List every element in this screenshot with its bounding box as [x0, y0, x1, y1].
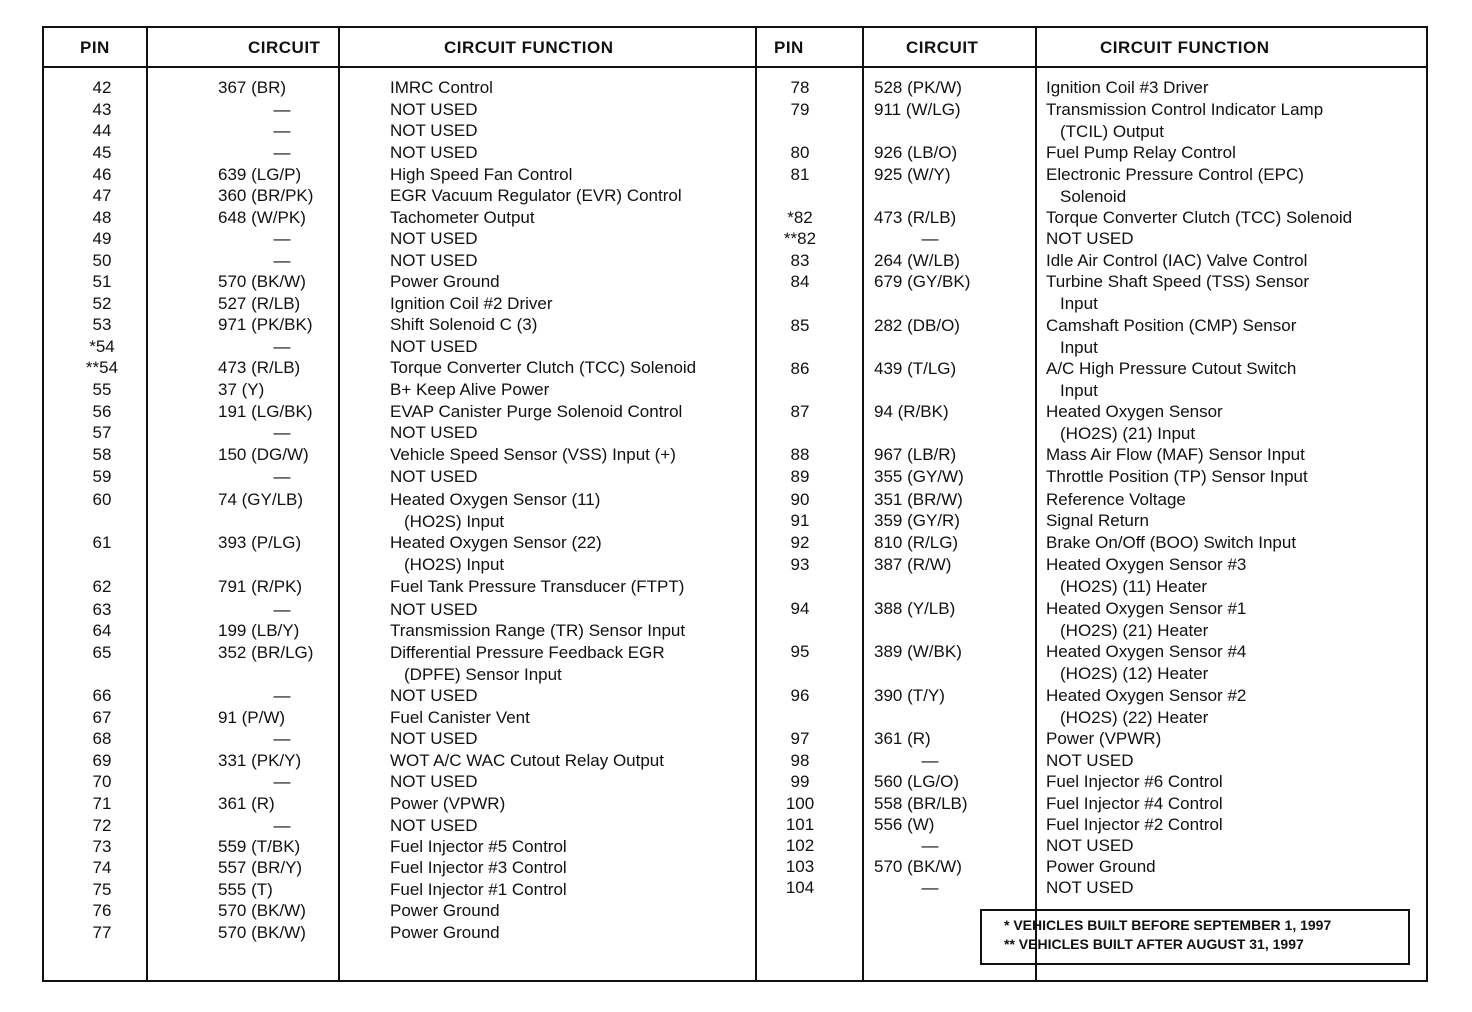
header-pin-left: PIN: [80, 38, 110, 57]
circuit-function: (HO2S) (12) Heater: [1060, 664, 1209, 683]
circuit-function: Differential Pressure Feedback EGR: [390, 643, 665, 662]
circuit-code: 351 (BR/W): [874, 490, 963, 509]
circuit-function: Heated Oxygen Sensor (22): [390, 533, 602, 552]
column-divider: [1035, 26, 1037, 982]
circuit-function: Fuel Injector #3 Control: [390, 858, 567, 877]
pin-number: 60: [92, 490, 112, 509]
circuit-function: Torque Converter Clutch (TCC) Solenoid: [1046, 208, 1353, 227]
pin-number: 99: [790, 772, 810, 791]
circuit-function: (HO2S) Input: [404, 512, 505, 531]
circuit-code: 361 (R): [874, 729, 931, 748]
circuit-code: 791 (R/PK): [218, 577, 303, 596]
pin-number: 92: [790, 533, 810, 552]
pin-number: 67: [92, 708, 112, 727]
pin-number: 87: [790, 402, 810, 421]
circuit-code: 360 (BR/PK): [218, 186, 314, 205]
circuit-function: Solenoid: [1060, 187, 1127, 206]
circuit-code: 570 (BK/W): [874, 857, 962, 876]
pin-number: 83: [790, 251, 810, 270]
header-circuit-left: CIRCUIT: [248, 38, 321, 57]
pin-number: 62: [92, 577, 112, 596]
circuit-code: —: [273, 772, 291, 791]
circuit-function: (HO2S) Input: [404, 555, 505, 574]
circuit-code: —: [273, 229, 291, 248]
circuit-code: —: [273, 686, 291, 705]
header-function-right: CIRCUIT FUNCTION: [1100, 38, 1270, 57]
circuit-code: 359 (GY/R): [874, 511, 960, 530]
pin-number: 64: [92, 621, 112, 640]
pin-number: 43: [92, 100, 112, 119]
column-divider: [862, 26, 864, 982]
circuit-code: —: [273, 337, 291, 356]
pin-number: 53: [92, 315, 112, 334]
pin-number: *82: [787, 208, 813, 227]
pin-number: 65: [92, 643, 112, 662]
circuit-code: —: [273, 121, 291, 140]
circuit-function: High Speed Fan Control: [390, 165, 573, 184]
circuit-function: NOT USED: [390, 729, 478, 748]
circuit-function: Turbine Shaft Speed (TSS) Sensor: [1046, 272, 1310, 291]
circuit-code: 810 (R/LG): [874, 533, 959, 552]
circuit-function: Tachometer Output: [390, 208, 535, 227]
circuit-function: Fuel Injector #1 Control: [390, 880, 567, 899]
circuit-code: 558 (BR/LB): [874, 794, 968, 813]
circuit-code: 639 (LG/P): [218, 165, 302, 184]
pin-number: 88: [790, 445, 810, 464]
pin-number: 96: [790, 686, 810, 705]
pin-number: 80: [790, 143, 810, 162]
circuit-code: 559 (T/BK): [218, 837, 301, 856]
circuit-function: (DPFE) Sensor Input: [404, 665, 562, 684]
footnote-box: [980, 909, 1410, 965]
circuit-function: NOT USED: [390, 686, 478, 705]
circuit-function: Heated Oxygen Sensor #1: [1046, 599, 1247, 618]
pin-number: 94: [790, 599, 810, 618]
pin-number: 45: [92, 143, 112, 162]
pin-number: 102: [785, 836, 815, 855]
pin-number: 46: [92, 165, 112, 184]
circuit-function: Transmission Range (TR) Sensor Input: [390, 621, 686, 640]
circuit-function: Idle Air Control (IAC) Valve Control: [1046, 251, 1308, 270]
pin-number: 71: [92, 794, 112, 813]
circuit-code: 967 (LB/R): [874, 445, 957, 464]
pin-number: 89: [790, 467, 810, 486]
circuit-function: Fuel Injector #6 Control: [1046, 772, 1223, 791]
circuit-code: —: [273, 467, 291, 486]
circuit-code: —: [273, 251, 291, 270]
pin-number: *54: [89, 337, 115, 356]
circuit-code: —: [273, 600, 291, 619]
circuit-function: Ignition Coil #3 Driver: [1046, 78, 1209, 97]
circuit-function: Signal Return: [1046, 511, 1150, 530]
circuit-function: Fuel Injector #4 Control: [1046, 794, 1223, 813]
pin-number: 52: [92, 294, 112, 313]
circuit-code: 389 (W/BK): [874, 642, 962, 661]
circuit-function: Input: [1060, 381, 1098, 400]
circuit-function: (HO2S) (21) Input: [1060, 424, 1196, 443]
header-pin-right: PIN: [774, 38, 804, 57]
circuit-code: 648 (W/PK): [218, 208, 306, 227]
circuit-code: 390 (T/Y): [874, 686, 945, 705]
circuit-function: NOT USED: [390, 423, 478, 442]
circuit-code: 971 (PK/BK): [218, 315, 313, 334]
pin-number: 47: [92, 186, 112, 205]
pin-number: 63: [92, 600, 112, 619]
circuit-code: —: [921, 751, 939, 770]
circuit-code: 911 (W/LG): [874, 100, 961, 119]
pin-number: 58: [92, 445, 112, 464]
circuit-function: Power Ground: [1046, 857, 1156, 876]
pin-number: **82: [783, 229, 817, 248]
circuit-code: 528 (PK/W): [874, 78, 962, 97]
pin-number: 66: [92, 686, 112, 705]
circuit-function: NOT USED: [390, 143, 478, 162]
circuit-function: Power (VPWR): [390, 794, 506, 813]
circuit-code: 352 (BR/LG): [218, 643, 314, 662]
circuit-code: 560 (LG/O): [874, 772, 960, 791]
circuit-code: 150 (DG/W): [218, 445, 309, 464]
circuit-code: 557 (BR/Y): [218, 858, 303, 877]
pin-number: 61: [92, 533, 112, 552]
circuit-function: (HO2S) (22) Heater: [1060, 708, 1209, 727]
pin-number: 74: [92, 858, 112, 877]
circuit-function: Heated Oxygen Sensor #3: [1046, 555, 1247, 574]
circuit-function: IMRC Control: [390, 78, 493, 97]
circuit-code: 94 (R/BK): [874, 402, 949, 421]
footnote-after: ** VEHICLES BUILT AFTER AUGUST 31, 1997: [1004, 936, 1304, 952]
circuit-function: Camshaft Position (CMP) Sensor: [1046, 316, 1297, 335]
circuit-function: Power Ground: [390, 923, 500, 942]
circuit-code: 555 (T): [218, 880, 273, 899]
circuit-function: Mass Air Flow (MAF) Sensor Input: [1046, 445, 1305, 464]
circuit-code: —: [273, 100, 291, 119]
pin-number: 75: [92, 880, 112, 899]
header-divider: [42, 66, 1428, 68]
circuit-function: Torque Converter Clutch (TCC) Solenoid: [390, 358, 697, 377]
circuit-code: 393 (P/LG): [218, 533, 302, 552]
circuit-function: Reference Voltage: [1046, 490, 1186, 509]
circuit-function: NOT USED: [390, 121, 478, 140]
pin-number: 73: [92, 837, 112, 856]
pin-number: 77: [92, 923, 112, 942]
circuit-function: NOT USED: [1046, 836, 1134, 855]
circuit-code: 388 (Y/LB): [874, 599, 956, 618]
circuit-function: NOT USED: [390, 816, 478, 835]
circuit-function: NOT USED: [390, 100, 478, 119]
circuit-function: A/C High Pressure Cutout Switch: [1046, 359, 1297, 378]
pin-number: 97: [790, 729, 810, 748]
circuit-function: Input: [1060, 338, 1098, 357]
circuit-function: B+ Keep Alive Power: [390, 380, 550, 399]
circuit-code: 570 (BK/W): [218, 272, 306, 291]
circuit-function: NOT USED: [390, 600, 478, 619]
pin-number: 55: [92, 380, 112, 399]
pin-number: 42: [92, 78, 112, 97]
circuit-code: 925 (W/Y): [874, 165, 951, 184]
circuit-function: NOT USED: [1046, 751, 1134, 770]
pin-number: 48: [92, 208, 112, 227]
circuit-function: Vehicle Speed Sensor (VSS) Input (+): [390, 445, 676, 464]
circuit-function: Power Ground: [390, 901, 500, 920]
circuit-code: 473 (R/LB): [874, 208, 957, 227]
column-divider: [755, 26, 757, 982]
circuit-code: 331 (PK/Y): [218, 751, 302, 770]
circuit-function: Heated Oxygen Sensor: [1046, 402, 1223, 421]
circuit-code: 74 (GY/LB): [218, 490, 304, 509]
pin-number: 79: [790, 100, 810, 119]
pin-number: 49: [92, 229, 112, 248]
circuit-function: Fuel Pump Relay Control: [1046, 143, 1236, 162]
circuit-code: 556 (W): [874, 815, 935, 834]
pin-number: 93: [790, 555, 810, 574]
pin-number: **54: [85, 358, 119, 377]
circuit-function: Transmission Control Indicator Lamp: [1046, 100, 1324, 119]
circuit-function: WOT A/C WAC Cutout Relay Output: [390, 751, 664, 770]
circuit-function: Power (VPWR): [1046, 729, 1162, 748]
pin-number: 85: [790, 316, 810, 335]
circuit-code: —: [273, 423, 291, 442]
header-function-left: CIRCUIT FUNCTION: [444, 38, 614, 57]
pin-number: 68: [92, 729, 112, 748]
pin-number: 90: [790, 490, 810, 509]
circuit-code: —: [273, 816, 291, 835]
circuit-code: 679 (GY/BK): [874, 272, 971, 291]
pin-number: 51: [92, 272, 112, 291]
circuit-function: (HO2S) (11) Heater: [1060, 577, 1208, 596]
circuit-code: 282 (DB/O): [874, 316, 960, 335]
circuit-function: Throttle Position (TP) Sensor Input: [1046, 467, 1308, 486]
circuit-code: —: [921, 836, 939, 855]
pin-number: 56: [92, 402, 112, 421]
pin-number: 91: [790, 511, 810, 530]
circuit-function: Fuel Canister Vent: [390, 708, 530, 727]
pin-number: 76: [92, 901, 112, 920]
circuit-code: 199 (LB/Y): [218, 621, 300, 640]
circuit-function: NOT USED: [390, 229, 478, 248]
circuit-code: 570 (BK/W): [218, 923, 306, 942]
circuit-function: NOT USED: [1046, 878, 1134, 897]
circuit-function: NOT USED: [1046, 229, 1134, 248]
circuit-function: NOT USED: [390, 467, 478, 486]
circuit-function: Fuel Tank Pressure Transducer (FTPT): [390, 577, 685, 596]
circuit-code: —: [273, 729, 291, 748]
circuit-code: 527 (R/LB): [218, 294, 301, 313]
circuit-function: Fuel Injector #2 Control: [1046, 815, 1223, 834]
circuit-code: 387 (R/W): [874, 555, 952, 574]
circuit-code: 91 (P/W): [218, 708, 286, 727]
circuit-code: 191 (LG/BK): [218, 402, 313, 421]
pin-number: 81: [790, 165, 810, 184]
circuit-code: 926 (LB/O): [874, 143, 958, 162]
pin-number: 78: [790, 78, 810, 97]
circuit-function: (TCIL) Output: [1060, 122, 1164, 141]
circuit-code: 439 (T/LG): [874, 359, 957, 378]
circuit-code: 355 (GY/W): [874, 467, 964, 486]
circuit-function: EGR Vacuum Regulator (EVR) Control: [390, 186, 682, 205]
column-divider: [146, 26, 148, 982]
column-divider: [338, 26, 340, 982]
header-circuit-right: CIRCUIT: [906, 38, 979, 57]
pin-number: 59: [92, 467, 112, 486]
circuit-code: —: [921, 229, 939, 248]
circuit-code: 570 (BK/W): [218, 901, 306, 920]
circuit-function: Brake On/Off (BOO) Switch Input: [1046, 533, 1297, 552]
pin-number: 70: [92, 772, 112, 791]
circuit-code: 367 (BR): [218, 78, 287, 97]
pin-number: 57: [92, 423, 112, 442]
circuit-function: NOT USED: [390, 251, 478, 270]
circuit-function: Heated Oxygen Sensor #2: [1046, 686, 1247, 705]
circuit-code: 264 (W/LB): [874, 251, 960, 270]
circuit-code: —: [921, 878, 939, 897]
pin-number: 103: [785, 857, 815, 876]
pin-number: 69: [92, 751, 112, 770]
pin-number: 98: [790, 751, 810, 770]
pin-number: 100: [785, 794, 815, 813]
circuit-function: Power Ground: [390, 272, 500, 291]
circuit-function: NOT USED: [390, 337, 478, 356]
circuit-code: 361 (R): [218, 794, 275, 813]
pin-number: 104: [785, 878, 815, 897]
pin-number: 101: [785, 815, 815, 834]
pin-number: 84: [790, 272, 810, 291]
circuit-function: (HO2S) (21) Heater: [1060, 621, 1209, 640]
circuit-function: NOT USED: [390, 772, 478, 791]
circuit-code: 37 (Y): [218, 380, 265, 399]
circuit-function: Ignition Coil #2 Driver: [390, 294, 553, 313]
circuit-code: 473 (R/LB): [218, 358, 301, 377]
footnote-before: * VEHICLES BUILT BEFORE SEPTEMBER 1, 1997: [1004, 917, 1332, 933]
circuit-function: EVAP Canister Purge Solenoid Control: [390, 402, 683, 421]
pin-number: 86: [790, 359, 810, 378]
circuit-function: Fuel Injector #5 Control: [390, 837, 567, 856]
pin-number: 50: [92, 251, 112, 270]
pin-number: 72: [92, 816, 112, 835]
circuit-function: Shift Solenoid C (3): [390, 315, 538, 334]
circuit-code: —: [273, 143, 291, 162]
circuit-function: Heated Oxygen Sensor #4: [1046, 642, 1247, 661]
circuit-function: Electronic Pressure Control (EPC): [1046, 165, 1304, 184]
circuit-function: Heated Oxygen Sensor (11): [390, 490, 601, 509]
pin-number: 44: [92, 121, 112, 140]
pin-number: 95: [790, 642, 810, 661]
circuit-function: Input: [1060, 294, 1098, 313]
